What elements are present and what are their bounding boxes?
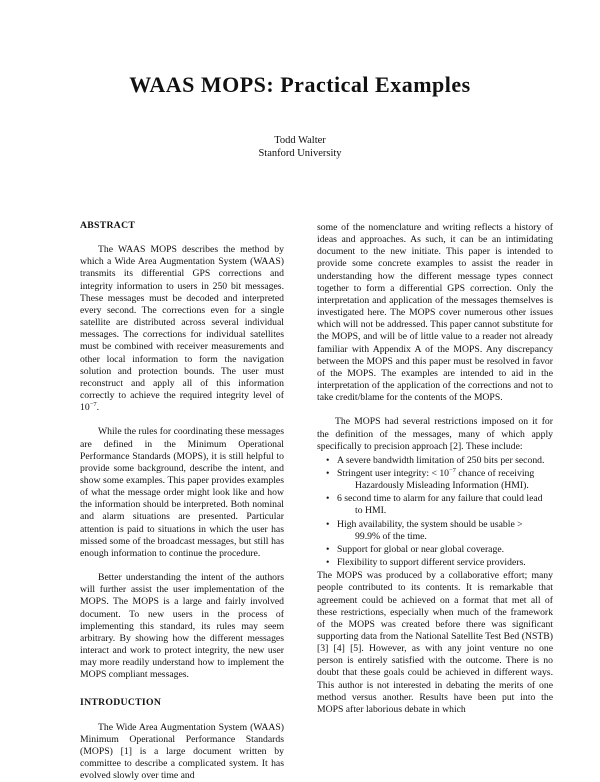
bullet-icon: • [326,493,330,505]
body-paragraph-1: some of the nomenclature and writing reflects a history of ideas and approaches. As such, it can be an intimidating document to the new initiate. This paper is intended to provide some concrete examples to assist the reader in understanding how the different message types connect together to form a differential GPS correction. Only the interpretation and application of the messages themselves is investigated here. The MOPS cover numerous other issues which will not be addressed. This paper cannot substitute for the MOPS, and will be of little value to a reader not already familiar with Appendix A of the MOPS. Any discrepancy between the MOPS and this paper must be resolved in favor of the MOPS. The examples are intended to aid in the interpretation of the application of the corrections and not to take credit/blame for the contents of the MOPS. [317,222,553,404]
abstract-paragraph-1: The WAAS MOPS describes the method by which a Wide Area Augmentation System (WAAS) transmits its differential GPS corrections and integrity information to users in 250 bit messages. These messages must be decoded and interpreted every second. The corrections even for a single satellite are distributed across several individual messages. The corrections for individual satellites must be combined with receiver measurements and other local information to form the navigation solution and protection bounds. The user must reconstruct and apply all of this information correctly to achieve the required integrity level of $10^{-7}$. [80,244,284,414]
bullet-icon: • [326,467,330,479]
exponent: −7 [449,466,456,474]
list-item: • High availability, the system should be usable > 99.9% of the time. [326,518,523,542]
author-name: Todd Walter [274,135,326,146]
list-item: • Flexibility to support different service providers. [326,557,526,569]
list-item: • 6 second time to alarm for any failure that could lead to HMI. [326,493,543,517]
paper-title: WAAS MOPS: Practical Examples [129,72,471,97]
bullet-icon: • [326,557,330,569]
left-column [80,220,284,782]
list-item: • Stringent user integrity: < $10^{-7}$ chance of receiving Hazardously Misleading Information (HMI). [326,466,535,492]
restrictions-list [317,455,553,569]
exponent: −7 [89,400,97,408]
author-affiliation: Stanford University [258,148,342,159]
introduction-heading: INTRODUCTION [80,697,162,709]
introduction-paragraph-1: The Wide Area Augmentation System (WAAS) Minimum Operational Performance Standards (MOPS) [1] is a large document written by committee to describe a complicated system. It has evolved slowly over time and [80,721,284,782]
list-item: • A severe bandwidth limitation of 250 bits per second. [326,454,545,466]
bullet-icon: • [326,518,330,530]
bullet-icon: • [326,543,330,555]
author-block [0,134,600,160]
bullet-icon: • [326,454,330,466]
list-item: • Support for global or near global coverage. [326,543,505,555]
body-paragraph-2: The MOPS had several restrictions imposed on it for the definition of the messages, many of which apply specifically to precision approach [2]. These include: [317,416,553,452]
abstract-paragraph-3: Better understanding the intent of the authors will further assist the user implementation of the MOPS. The MOPS is a large and fairly involved document. To new users in the process of implementing this standard, its rules may seem arbitrary. By showing how the different messages interact and work to protect integrity, the new user may more readily understand how to implement the MOPS compliant messages. [80,572,284,681]
right-column [317,222,553,716]
body-paragraph-3: The MOPS was produced by a collaborative effort; many people contributed to its contents. It is remarkable that agreement could be achieved on a format that met all of these restrictions, especially when much of the framework of the MOPS was created before there was significant supporting data from the National Satellite Test Bed (NSTB) [3] [4] [5]. However, as with any joint venture no one person is entirely satisfied with the outcome. There is no doubt that these goals could be achieved in different ways. This author is not interested in debating the merits of one method versus another. Results have been put into the MOPS after laborious debate in which [317,570,553,715]
abstract-paragraph-2: While the rules for coordinating these messages are defined in the Minimum Operational Performance Standards (MOPS), it is still helpful to provide some background, describe the intent, and show some examples. This paper provides examples of what the message order might look like and how the information should be interpreted. Both nominal and alarm situations are presented. Particular attention is paid to situations in which the user has missed some of the broadcast messages, but still has enough information to continue the procedure. [80,426,284,559]
abstract-heading: ABSTRACT [80,220,136,231]
